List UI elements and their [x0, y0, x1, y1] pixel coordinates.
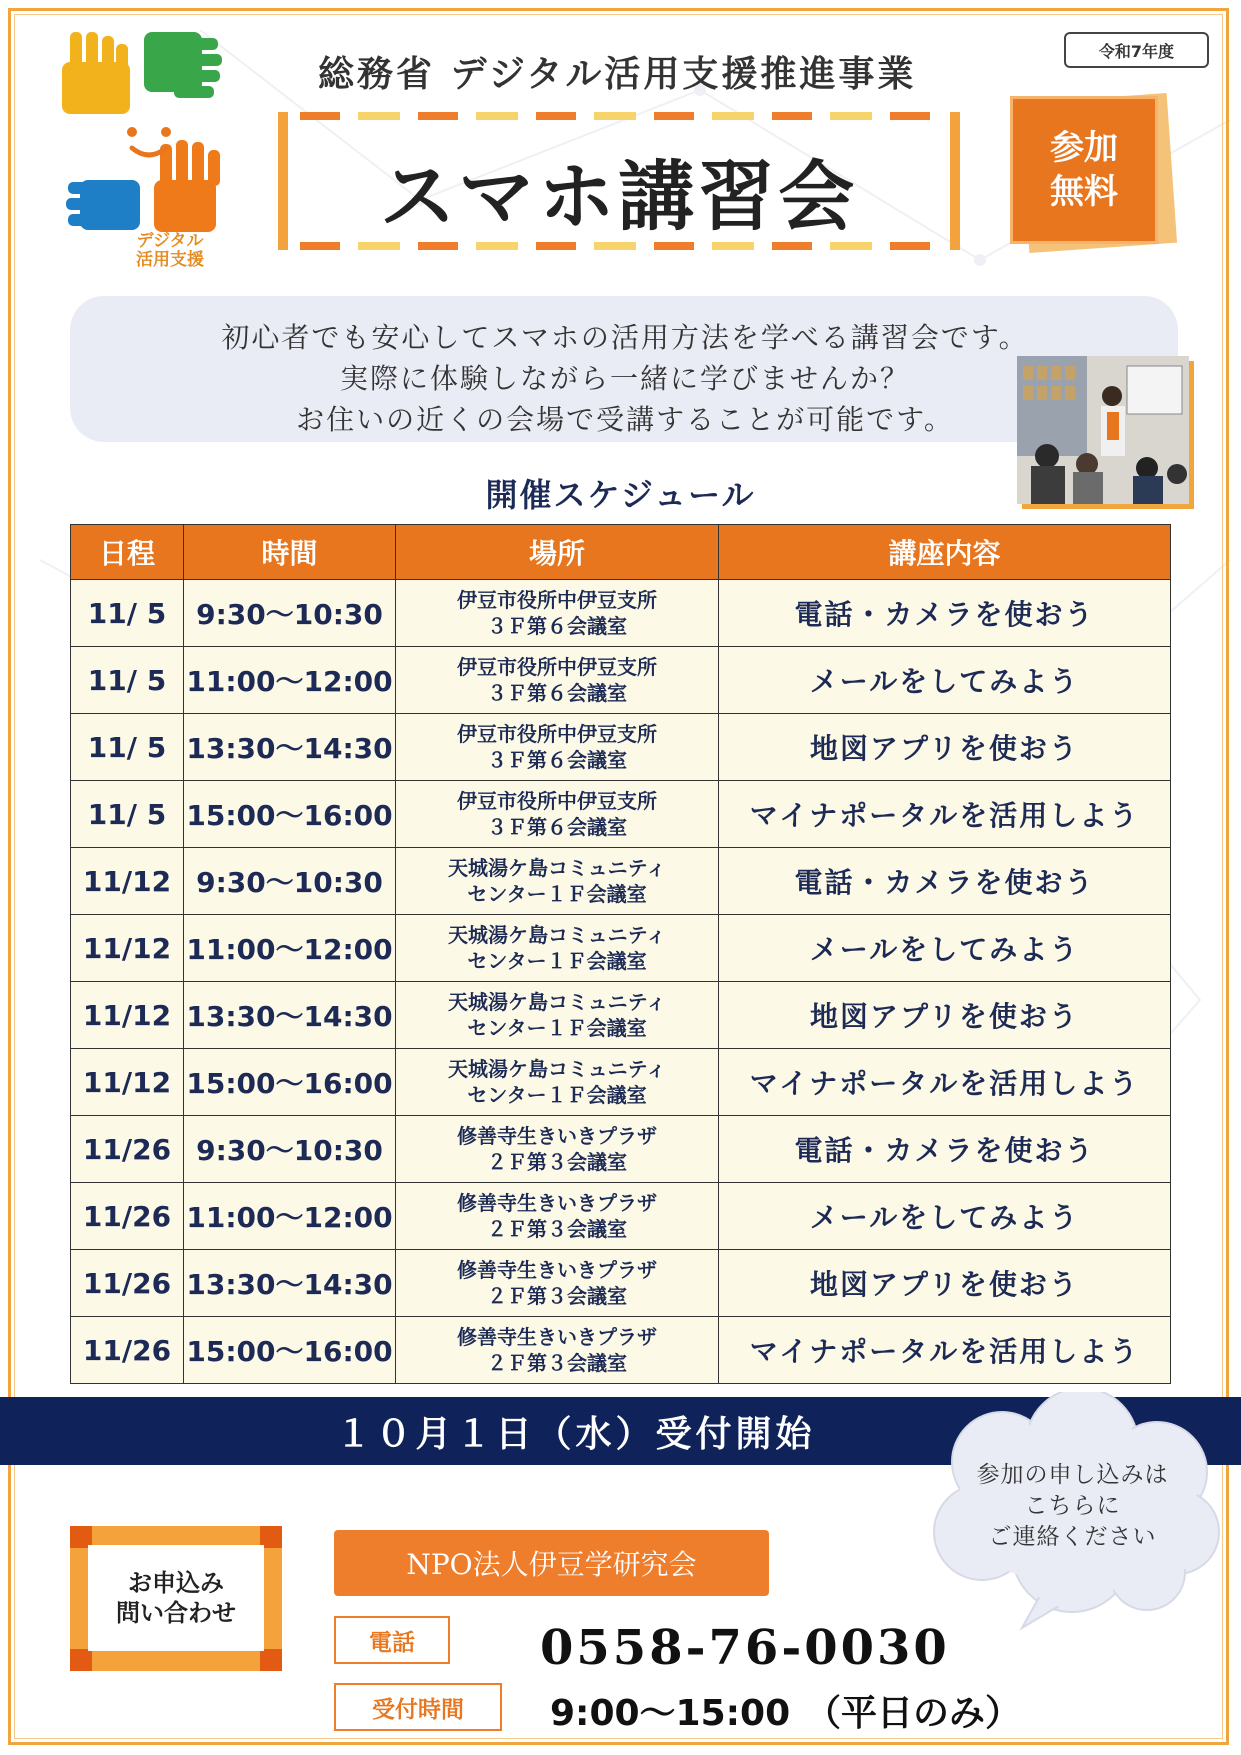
- place-line1: 天城湯ケ島コミュニティ: [448, 923, 666, 947]
- logo-caption-line1: デジタル: [136, 231, 204, 251]
- session-time: 11:00～12:00: [184, 915, 396, 982]
- cloud-line3: ご連絡ください: [988, 1524, 1157, 1550]
- session-place: [396, 714, 719, 781]
- session-place: [396, 1116, 719, 1183]
- cloud-line1: 参加の申し込みは: [976, 1462, 1169, 1488]
- session-date: 11/12: [71, 848, 184, 915]
- table-row: [71, 647, 1171, 714]
- session-date: 11/12: [71, 915, 184, 982]
- table-row: [71, 1049, 1171, 1116]
- inquiry-corner-bl: [70, 1649, 92, 1671]
- session-course: メールをしてみよう: [719, 647, 1171, 714]
- table-row: [71, 781, 1171, 848]
- intro-line-1: 初心者でも安心してスマホの活用方法を学べる講習会です。: [221, 321, 1029, 354]
- main-title: スマホ講習会: [379, 152, 859, 241]
- free-line1: 参加: [1050, 128, 1118, 168]
- table-row: [71, 1116, 1171, 1183]
- table-row: [71, 848, 1171, 915]
- session-course: 地図アプリを使おう: [719, 714, 1171, 781]
- session-time: 13:30～14:30: [184, 982, 396, 1049]
- place-line2: センター１Ｆ会議室: [467, 949, 647, 973]
- organization-name: NPO法人伊豆学研究会: [334, 1530, 769, 1596]
- place-line1: 修善寺生きいきプラザ: [457, 1124, 657, 1148]
- schedule-title: 開催スケジュール: [485, 476, 756, 514]
- place-line2: ３Ｆ第６会議室: [487, 614, 627, 638]
- place-line2: ２Ｆ第３会議室: [487, 1284, 627, 1308]
- place-line2: センター１Ｆ会議室: [467, 1016, 647, 1040]
- place-line1: 修善寺生きいきプラザ: [457, 1258, 657, 1282]
- schedule-table: [70, 524, 1171, 1384]
- session-date: 11/26: [71, 1250, 184, 1317]
- session-date: 11/26: [71, 1116, 184, 1183]
- session-time: 15:00～16:00: [184, 1049, 396, 1116]
- session-place: [396, 647, 719, 714]
- header-time: 時間: [184, 525, 396, 580]
- session-place: [396, 781, 719, 848]
- place-line1: 伊豆市役所中伊豆支所: [457, 588, 657, 612]
- session-time: 15:00～16:00: [184, 781, 396, 848]
- free-line2: 無料: [1050, 172, 1118, 212]
- table-row: [71, 1317, 1171, 1384]
- phone-label: 電話: [334, 1616, 450, 1664]
- inquiry-line1: お申込み: [128, 1569, 224, 1597]
- session-time: 13:30～14:30: [184, 714, 396, 781]
- session-time: 9:30～10:30: [184, 1116, 396, 1183]
- session-course: メールをしてみよう: [719, 915, 1171, 982]
- session-time: 13:30～14:30: [184, 1250, 396, 1317]
- session-date: 11/26: [71, 1183, 184, 1250]
- session-time: 15:00～16:00: [184, 1317, 396, 1384]
- schedule-header-row: [71, 525, 1171, 580]
- table-row: [71, 1183, 1171, 1250]
- place-line2: ３Ｆ第６会議室: [487, 815, 627, 839]
- reception-hours: 9:00～15:00: [550, 1693, 791, 1734]
- place-line1: 伊豆市役所中伊豆支所: [457, 722, 657, 746]
- header-date: 日程: [71, 525, 184, 580]
- place-line2: ３Ｆ第６会議室: [487, 681, 627, 705]
- inquiry-line2: 問い合わせ: [116, 1599, 236, 1627]
- place-line2: ３Ｆ第６会議室: [487, 748, 627, 772]
- session-course: 電話・カメラを使おう: [719, 580, 1171, 647]
- session-date: 11/12: [71, 1049, 184, 1116]
- free-badge-label: [1010, 96, 1158, 244]
- session-place: [396, 1049, 719, 1116]
- session-place: [396, 580, 719, 647]
- session-date: 11/ 5: [71, 647, 184, 714]
- phone-number[interactable]: 0558-76-0030: [540, 1620, 950, 1676]
- table-row: [71, 915, 1171, 982]
- session-time: 9:30～10:30: [184, 848, 396, 915]
- reception-start-text: １０月１日（水）受付開始: [335, 1413, 816, 1455]
- place-line1: 修善寺生きいきプラザ: [457, 1191, 657, 1215]
- session-date: 11/ 5: [71, 781, 184, 848]
- place-line2: ２Ｆ第３会議室: [487, 1217, 627, 1241]
- place-line1: 修善寺生きいきプラザ: [457, 1325, 657, 1349]
- inquiry-label: [88, 1545, 264, 1651]
- session-course: 地図アプリを使おう: [719, 982, 1171, 1049]
- session-course: 地図アプリを使おう: [719, 1250, 1171, 1317]
- table-row: [71, 580, 1171, 647]
- session-time: 9:30～10:30: [184, 580, 396, 647]
- hours-label: 受付時間: [334, 1683, 502, 1731]
- session-course: マイナポータルを活用しよう: [719, 1049, 1171, 1116]
- cloud-line2: こちらに: [1024, 1493, 1121, 1519]
- session-course: 電話・カメラを使おう: [719, 848, 1171, 915]
- session-place: [396, 1183, 719, 1250]
- inquiry-corner-br: [260, 1649, 282, 1671]
- logo-caption: [95, 232, 245, 270]
- place-line1: 天城湯ケ島コミュニティ: [448, 1057, 666, 1081]
- header-place: 場所: [396, 525, 719, 580]
- place-line2: ２Ｆ第３会議室: [487, 1351, 627, 1375]
- session-place: [396, 1317, 719, 1384]
- session-course: マイナポータルを活用しよう: [719, 1317, 1171, 1384]
- place-line2: ２Ｆ第３会議室: [487, 1150, 627, 1174]
- table-row: [71, 982, 1171, 1049]
- session-place: [396, 982, 719, 1049]
- place-line1: 伊豆市役所中伊豆支所: [457, 655, 657, 679]
- session-date: 11/26: [71, 1317, 184, 1384]
- table-row: [71, 1250, 1171, 1317]
- session-place: [396, 915, 719, 982]
- session-course: メールをしてみよう: [719, 1183, 1171, 1250]
- intro-line-2: 実際に体験しながら一緒に学びませんか？: [339, 362, 910, 395]
- place-line1: 天城湯ケ島コミュニティ: [448, 856, 666, 880]
- program-title: 総務省 デジタル活用支援推進事業: [318, 54, 917, 95]
- place-line1: 天城湯ケ島コミュニティ: [448, 990, 666, 1014]
- free-admission-badge: [1010, 92, 1170, 252]
- session-time: 11:00～12:00: [184, 647, 396, 714]
- session-date: 11/ 5: [71, 714, 184, 781]
- place-line2: センター１Ｆ会議室: [467, 1083, 647, 1107]
- session-place: [396, 848, 719, 915]
- session-course: 電話・カメラを使おう: [719, 1116, 1171, 1183]
- fiscal-year-badge: 令和7年度: [1064, 32, 1209, 68]
- session-time: 11:00～12:00: [184, 1183, 396, 1250]
- weekday-note: （平日のみ）: [805, 1693, 1022, 1734]
- session-date: 11/12: [71, 982, 184, 1049]
- logo-caption-line2: 活用支援: [136, 250, 204, 270]
- header-course: 講座内容: [719, 525, 1171, 580]
- session-course: マイナポータルを活用しよう: [719, 781, 1171, 848]
- session-place: [396, 1250, 719, 1317]
- place-line1: 伊豆市役所中伊豆支所: [457, 789, 657, 813]
- table-row: [71, 714, 1171, 781]
- session-date: 11/ 5: [71, 580, 184, 647]
- intro-line-3: お住いの近くの会場で受講することが可能です。: [296, 403, 954, 436]
- place-line2: センター１Ｆ会議室: [467, 882, 647, 906]
- cloud-message: [950, 1460, 1195, 1553]
